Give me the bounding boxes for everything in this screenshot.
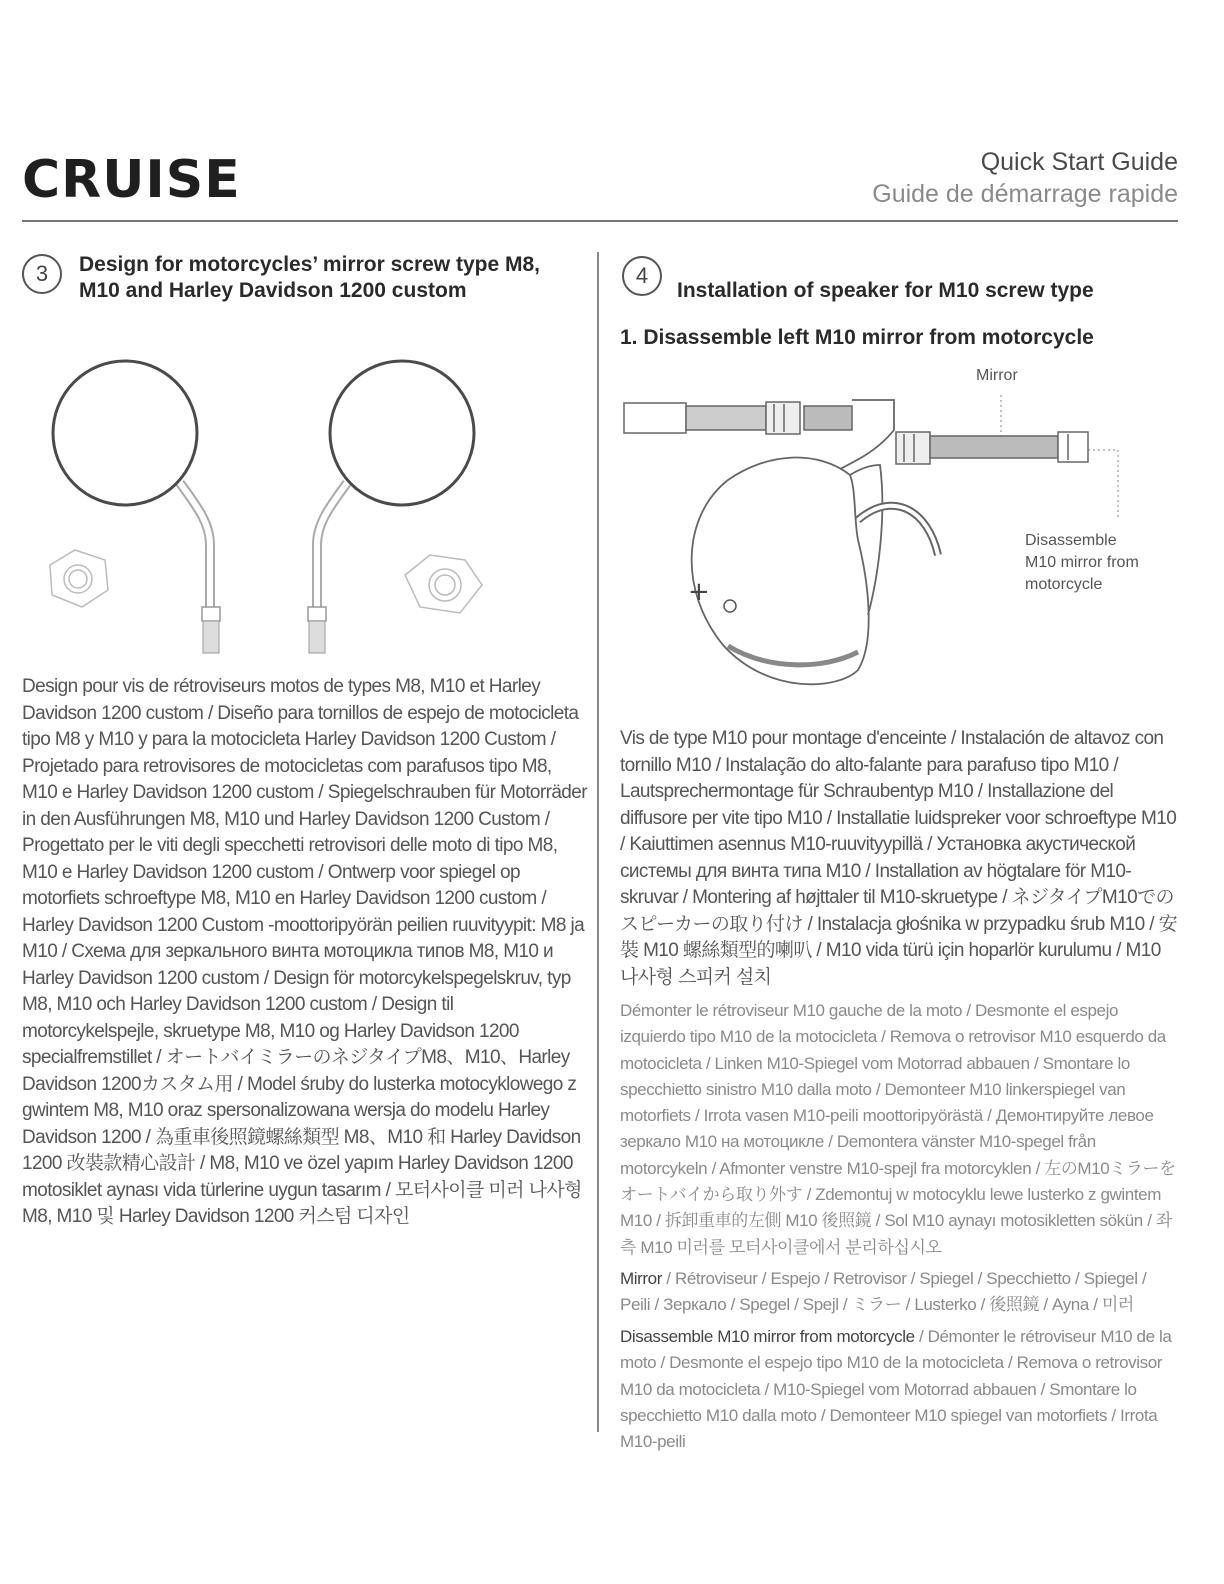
disassemble-term-translations: / Démonter le rétroviseur M10 de la moto / Desmonte el espejo tipo M10 de la motocicleta / Remova o retrovisor M10 da motocicleta / M10-Spiegel vom Motorrad abbauen / Smontare lo specchietto M10 dalla moto / Demonteer M10 spiegel van motorfiets / Irrota M10-peili: [620, 1327, 1172, 1452]
right-multilingual-text-2: Démonter le rétroviseur M10 gauche de la moto / Desmonte el espejo izquierdo tipo M10 de la motocicleta / Remova o retrovisor M10 esquerdo da motocicleta / Linken M10-Spiegel vom Motorrad abbauen / Smontare lo specchietto sinistro M10 dalla moto / Demonteer M10 linkerspiegel van motorfiets / Irrota vasen M10-peili moottoripyörästä / Демонтируйте левое зеркало M10 на мотоцикле / Demontera vänster M10-spegel från motorcykeln / Afmonter venstre M10-spejl fra motorcyklen / 左のM10ミラーをオートバイから取り外す / Zdemontuj w motocyklu lewe lusterko z gwintem M10 / 拆卸重車的左側 M10 後照鏡 / Sol M10 aynayı motosikletten sökün / 좌측 M10 미러를 모터사이클에서 분리하십시오: [620, 1001, 1176, 1257]
section-title-line2: M10 and Harley Davidson 1200 custom: [79, 279, 467, 302]
hex-nut-left-icon: [50, 550, 108, 607]
label-disassemble-line3: motorcycle: [1025, 576, 1103, 593]
label-mirror: Mirror: [976, 367, 1018, 384]
step-subtitle: 1. Disassemble left M10 mirror from motorcycle: [620, 326, 1094, 349]
bolt-top-icon: [624, 402, 852, 434]
column-divider: [597, 252, 599, 1432]
mirror-bolt-icon: [896, 432, 1088, 464]
label-disassemble-line2: M10 mirror from: [1025, 554, 1139, 571]
mirror-term-translations: / Rétroviseur / Espejo / Retrovisor / Spiegel / Specchietto / Spiegel / Peili / Зеркало / Spegel / Spejl / ミラー / Lusterko / 後照鏡 / Ayna / 미러: [620, 1269, 1147, 1315]
mirror-term: Mirror: [620, 1269, 662, 1288]
guide-title-fr: Guide de démarrage rapide: [872, 180, 1178, 208]
step-number: 3: [35, 261, 49, 286]
step-number-badge: [622, 256, 662, 296]
mirror-translations: [620, 1266, 1180, 1319]
left-multilingual-text: Design pour vis de rétroviseurs motos de types M8, M10 et Harley Davidson 1200 custom / Diseño para tornillos de espejo de motocicleta tipo M8 y M10 y para la motocicleta Harley Davidson 1200 Custom / Projetado para retrovisores de motocicletas com parafusos tipo M8, M10 e Harley Davidson 1200 custom / Spiegelschrauben für Motorräder in den Ausführungen M8, M10 und Harley Davidson 1200 Custom / Progettato per le viti degli specchetti retrovisori delle moto di tipo M8, M10 e Harley Davidson 1200 custom / Ontwerp voor spiegel op motorfiets schroeftype M8, M10 en Harley Davidson 1200 custom / Harley Davidson 1200 Custom -moottoripyörän peilien ruuvityypit: M8 ja M10 / Схема для зеркального винта мотоцикла типов M8, M10 и Harley Davidson 1200 custom / Design för motorcykelspegelskruv, typ M8, M10 och Harley Davidson 1200 custom / Design til motorcykelspejle, skruetype M8, M10 og Harley Davidson 1200 specialfremstillet / オートバイミラーのネジタイプM8、M10、Harley Davidson 1200カスタム用 / Model śruby do lusterka motocyklowego z gwintem M8, M10 oraz spersonalizowana wersja do modelu Harley Davidson 1200 / 為重車後照鏡螺絲類型 M8、M10 和 Harley Davidson 1200 改裝款精心設計 / M8, M10 ve özel yapım Harley Davidson 1200 motosiklet aynası vida türlerine uygun tasarım / 모터사이클 미러 나사형 M8, M10 및 Harley Davidson 1200 커스텀 디자인: [22, 676, 587, 1227]
mirror-left-icon: [53, 361, 220, 653]
plus-icon: +: [688, 577, 710, 607]
label-disassemble-line1: Disassemble: [1025, 532, 1117, 549]
section-title: Installation of speaker for M10 screw type: [677, 279, 1094, 302]
brand-logo: CRUISE: [22, 150, 241, 210]
section-title-line1: Design for motorcycles’ mirror screw type M8,: [79, 253, 540, 276]
right-multilingual-text-1: Vis de type M10 pour montage d'enceinte / Instalación de altavoz con tornillo M10 / Instalação do alto-falante para parafuso tipo M10 / Lautsprechermontage für Schraubentyp M10 / Installazione del diffusore per vite tipo M10 / Installatie luidspreker voor schroeftype M10 / Kaiuttimen asennus M10-ruuvityypillä / Установка акустической системы для винта типа M10 / Installation av högtalare för M10-skruvar / Montering af højttaler til M10-skruetype / ネジタイプM10でのスピーカーの取り付け / Instalacja głośnika w przypadku śrub M10 / 安裝 M10 螺絲類型的喇叭 / M10 vida türü için hoparlör kurulumu / M10 나사형 스피커 설치: [620, 728, 1178, 988]
label-disassemble: [1025, 530, 1139, 596]
guide-title-en: Quick Start Guide: [980, 148, 1178, 176]
mirror-right-icon: [308, 361, 474, 653]
disassemble-translations: [620, 1324, 1180, 1455]
mirrors-illustration: [20, 345, 580, 665]
header-divider: [22, 220, 1178, 222]
section-title: [79, 252, 589, 304]
step-number: 4: [635, 263, 649, 288]
disassemble-term: Disassemble M10 mirror from motorcycle: [620, 1327, 915, 1346]
step-number-badge: [22, 254, 62, 294]
hex-nut-right-icon: [405, 555, 482, 613]
